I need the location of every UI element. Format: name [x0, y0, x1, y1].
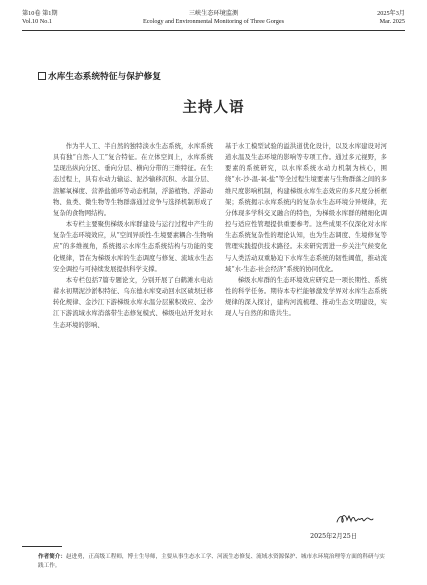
- square-bullet-icon: [38, 72, 46, 80]
- paragraph: 本专栏主要聚焦梯级水库群建设与运行过程中产生的复杂生态环境效应，从“空间异质性-生境要素耦合-生物响应”的多维视角，系统揭示水库生态系统结构与功能的变化规律，旨在为梯级水库的生态调度与修复、流域水生态安全调控与可持续发展提供科学支撑。: [53, 221, 213, 273]
- volume-issue-cn: 第10卷 第1期: [22, 10, 58, 17]
- signature-date: 2025年2月25日: [310, 533, 357, 540]
- footnote-label: 作者简介：: [38, 554, 66, 560]
- page-title: 主持人语: [182, 100, 245, 116]
- footnote-text: 赵进勇，正高级工程师，博士生导师，主要从事生态水工学、河流生态修复、流域水资源保护、城市水环境治理等方面的科研与实践工作。: [38, 554, 385, 569]
- section-heading: [38, 70, 161, 82]
- issue-date: [377, 10, 405, 26]
- paragraph: 梯级水库群的生态环境效应研究是一项长期性、系统性的科学任务。期待本专栏能够激发学界对水库生态系统规律的深入探讨，建构河流梳理、推动生态文明建设，实现人与自然的和谐共生。: [225, 276, 387, 318]
- paragraph: 本专栏包括7篇专题论文，分别开展了白鹤滩水电站蓄水初期泥沙淤积特征、乌东德水库变动回水区碛坝迁移转化规律、金沙江下游梯级水库水温分层累积效应、金沙江下游流域水库消落带生态修复模式、梯级电站开发对水生态环境的影响、: [53, 276, 213, 329]
- footnote: [38, 553, 387, 571]
- issue-date-cn: 2025年3月: [377, 10, 405, 17]
- journal-name-en: Ecology and Environmental Monitoring of Three Gorges: [142, 18, 285, 25]
- issue-date-en: Mar. 2025: [379, 18, 405, 25]
- footnote-rule: [22, 546, 62, 547]
- volume-issue-en: Vol.10 No.1: [22, 18, 52, 25]
- right-column: [225, 141, 387, 320]
- header-rule: [22, 30, 405, 31]
- section-heading-text: 水库生态系统特征与保护修复: [48, 72, 162, 82]
- running-header: [22, 8, 405, 36]
- handwritten-signature: [335, 512, 375, 526]
- journal-name: [22, 10, 405, 26]
- left-column: [53, 141, 213, 331]
- paragraph: 作为半人工、半自然的独特淡水生态系统，水库系统具有独“自然-人工”复合特征。在立体空间上，水库系统呈现出纵向分区、垂向分层、横向分带的三维特征。在生态过程上，具有水动力输运、泥沙输移沉积、水温分层、溶解氧梯度、营养盐循环等动态机制，浮游植物、浮游动物、鱼类、微生物等生物群落通过竞争与选择机制形成了复杂的食物网结构。: [53, 143, 213, 217]
- paragraph-continued: 基于水工模型试验的溢洪道优化设计，以及水库建设对河道水温及生态环境的影响等专项工作。通过多元视野，多要素的系统研究，以水库系统水动力机制为核心，围绕“水-沙-温-氧-盐”等全过程生境要素与生物群落之间的多维尺度影响机制，构建梯级水库生态效应的多尺度分析框架；系统揭示水库系统内的复杂水生态环境分异规律，充分体现多学科交叉融合的特色，为梯级水库群的精细化调控与适应性管理提供重要参考。这些成果不仅深化对水库生态系统复杂性的理论认知，也为生态调度、生境修复等管理实践提供技术路径。未来研究需进一步关注气候变化与人类活动双重胁迫下水库生态系统的韧性阈值，推动流域“水-生态-社会经济”系统的协同优化。: [225, 143, 387, 273]
- journal-name-cn: 三峡生态环境监测: [188, 10, 239, 17]
